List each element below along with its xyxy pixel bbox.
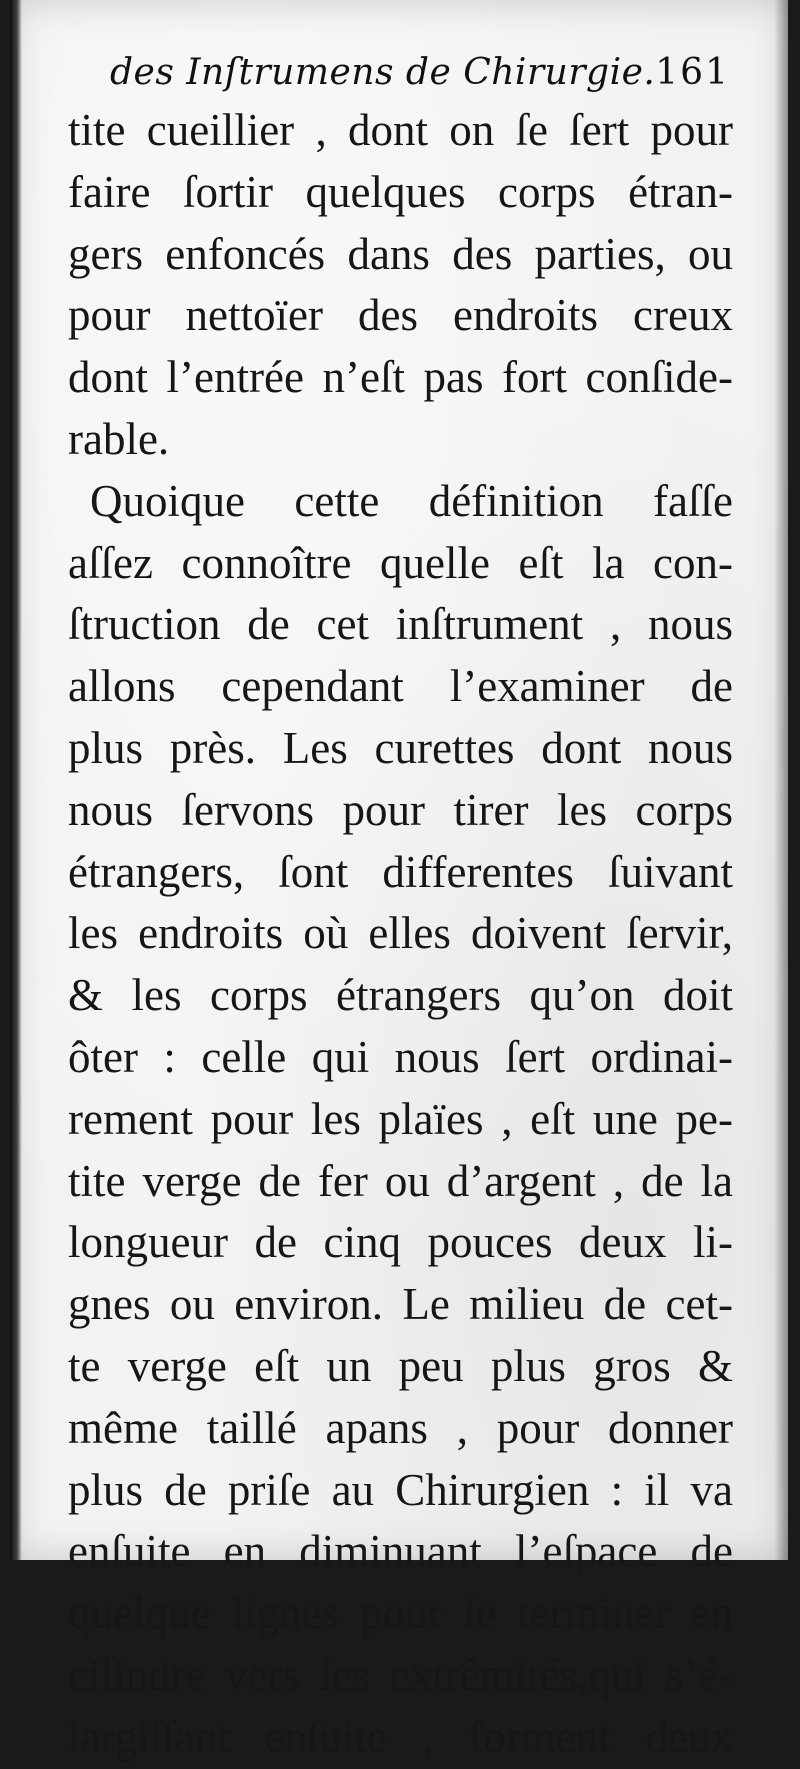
text-line: gnes ou environ. Le milieu de cet- [68,1279,733,1330]
text-line: te verge eſt un peu plus gros & [68,1340,733,1391]
text-line: plus près. Les curettes dont nous [68,722,733,773]
text-line: étrangers, ſont differentes ſuivant [68,846,733,897]
text-line: les endroits où elles doivent ſervir, [68,908,733,959]
page-gutter-shadow [10,0,22,1560]
text-line: nous ſervons pour tirer les corps [68,784,733,835]
text-line: faire ſortir quelques corps étran- [68,166,733,217]
text-line: longueur de cinq pouces deux li- [68,1217,733,1268]
text-line: dont l’entrée n’eſt pas fort conſide- [68,352,733,403]
body-text [68,100,733,1769]
page-number: 161 [655,52,730,93]
text-line: ôter : celle qui nous ſert ordinai- [68,1031,733,1082]
text-line: Quoique cette définition faſſe [90,475,733,526]
text-line: rement pour les plaïes , eſt une pe- [68,1093,733,1144]
text-line: pour nettoïer des endroits creux [68,290,733,341]
text-line: tite cueillier , dont on ſe ſert pour [68,105,733,155]
text-line: même taillé apans , pour donner [68,1402,733,1453]
text-line: rable. [68,413,170,464]
text-line: tite verge de fer ou d’argent , de la [68,1155,733,1206]
text-line: cilindre vers ſes extrêmités,qui s’é- [68,1649,733,1700]
text-line: quelque lignes pour ſe terminer en [68,1588,733,1639]
text-line: aſſez connoître quelle eſt la con- [68,537,733,588]
text-line: allons cependant l’examiner de [68,661,733,712]
running-head-title: des Inſtrumens de Chirurgie. [110,52,656,93]
text-line: largiſſant enſuite , forment deux [68,1711,733,1762]
text-line: gers enfoncés dans des parties, ou [68,228,733,279]
text-line: ſtruction de cet inſtrument , nous [68,599,733,650]
book-page [10,0,788,1762]
page-edge-shadow [774,0,788,1560]
text-line: plus de priſe au Chirurgien : il va [68,1464,733,1515]
text-line: enſuite en diminuant l’eſpace de [68,1526,733,1577]
text-line: & les corps étrangers qu’on doit [68,970,733,1021]
